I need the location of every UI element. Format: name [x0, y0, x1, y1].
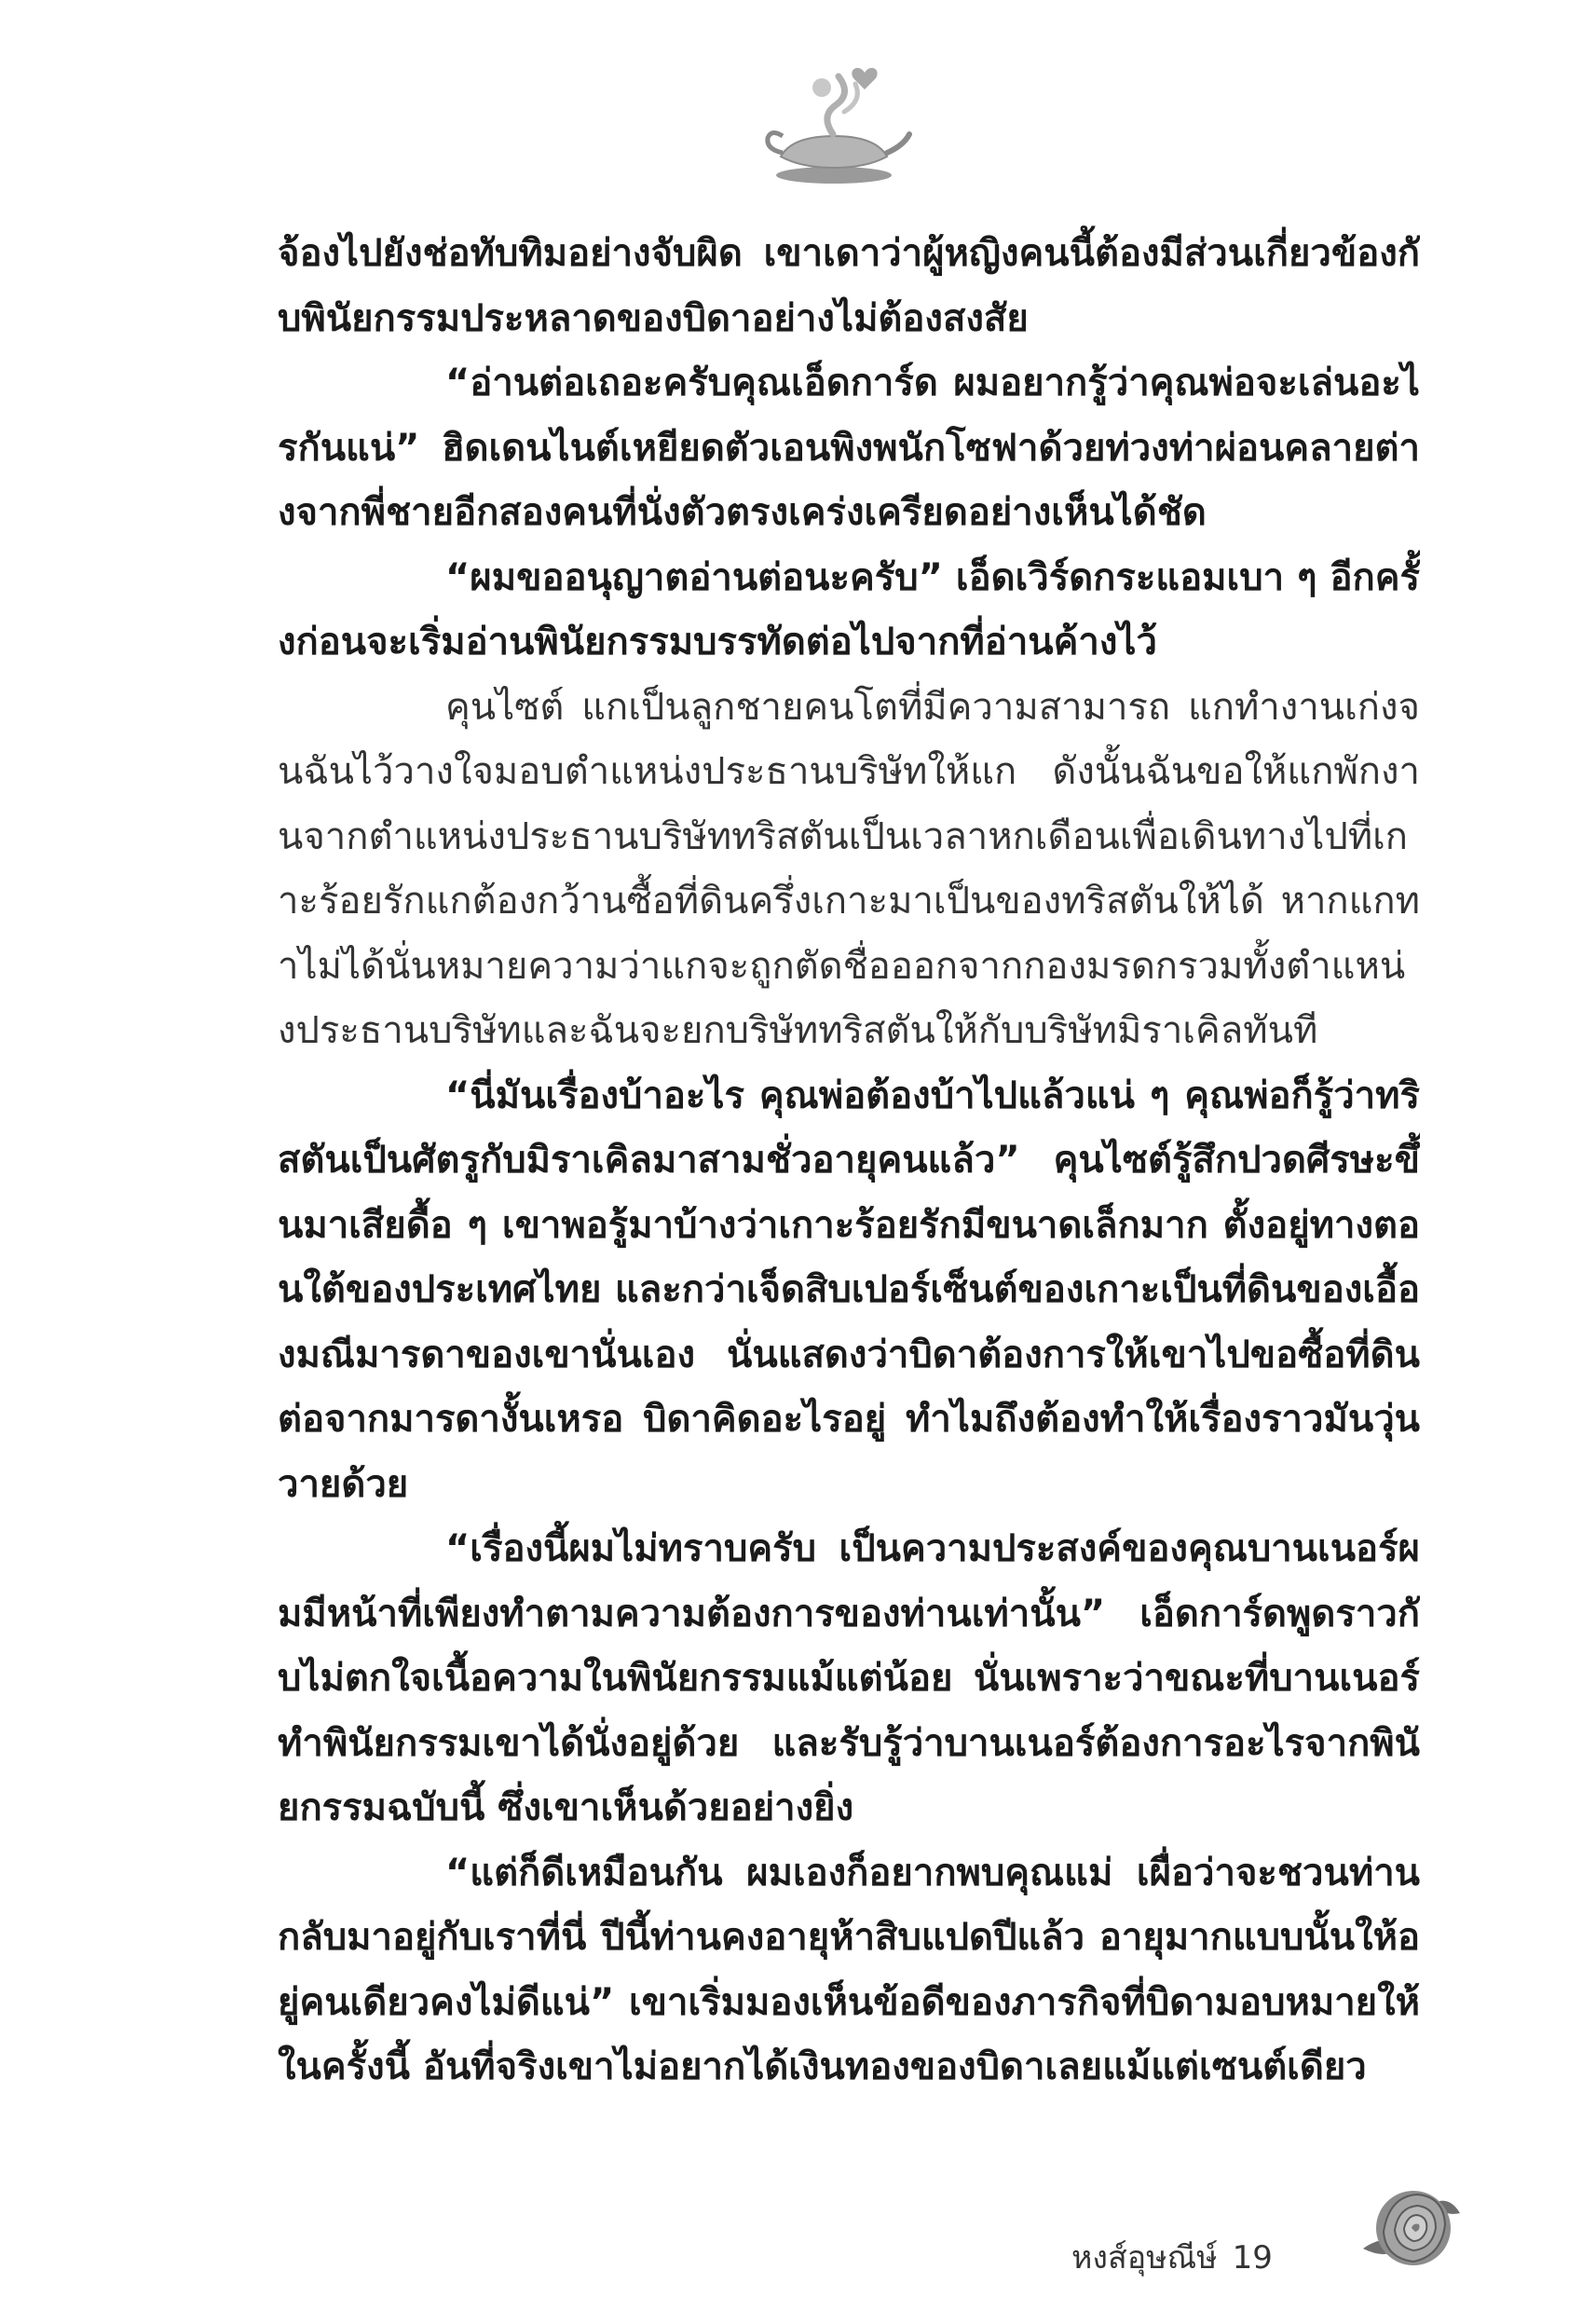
page-footer: [1071, 2232, 1273, 2282]
page-number: 19: [1232, 2239, 1273, 2277]
magic-lamp-ornament-icon: [755, 56, 913, 196]
rose-icon: [1356, 2176, 1467, 2274]
paragraph-2: “อ่านต่อเถอะครับคุณเอ็ดการ์ด ผมอยากรู้ว่าคุณพ่อจะเล่นอะไรกันแน่” ฮิดเดนไนต์เหยียดตัวเอนพิงพนักโซฟาด้วยท่วงท่าผ่อนคลายต่างจากพี่ชายอีกสองคนที่นั่งตัวตรงเคร่งเครียดอย่างเห็นได้ชัด: [278, 362, 1420, 534]
paragraph-6: “เรื่องนี้ผมไม่ทราบครับ เป็นความประสงค์ของคุณบานเนอร์ผมมีหน้าที่เพียงทำตามความต้องการของท่านเท่านั้น” เอ็ดการ์ดพูดราวกับไม่ตกใจเนื้อความในพินัยกรรมแม้แต่น้อย นั่นเพราะว่าขณะที่บานเนอร์ทำพินัยกรรมเขาได้นั่งอยู่ด้วย และรับรู้ว่าบานเนอร์ต้องการอะไรจากพินัยกรรมฉบับนี้ ซึ่งเขาเห็นด้วยอย่างยิ่ง: [278, 1527, 1420, 1829]
body-text: [278, 222, 1420, 2123]
paragraph-5: “นี่มันเรื่องบ้าอะไร คุณพ่อต้องบ้าไปแล้วแน่ ๆ คุณพ่อก็รู้ว่าทริสตันเป็นศัตรูกับมิราเคิลมาสามชั่วอายุคนแล้ว” คุนไซต์รู้สึกปวดศีรษะขึ้นมาเสียดื้อ ๆ เขาพอรู้มาบ้างว่าเกาะร้อยรักมีขนาดเล็กมาก ตั้งอยู่ทางตอนใต้ของประเทศไทย และกว่าเจ็ดสิบเปอร์เซ็นต์ของเกาะเป็นที่ดินของเอื้องมณีมารดาของเขานั่นเอง นั่นแสดงว่าบิดาต้องการให้เขาไปขอซื้อที่ดินต่อจากมารดางั้นเหรอ บิดาคิดอะไรอยู่ ทำไมถึงต้องทำให้เรื่องราวมันวุ่นวายด้วย: [278, 1073, 1420, 1506]
footer-author: หงส์อุษณีษ์: [1071, 2239, 1218, 2277]
paragraph-1: จ้องไปยังช่อทับทิมอย่างจับผิด เขาเดาว่าผู้หญิงคนนี้ต้องมีส่วนเกี่ยวข้องกับพินัยกรรมประหลาดของบิดาอย่างไม่ต้องสงสัย: [278, 232, 1420, 340]
paragraph-7: “แต่ก็ดีเหมือนกัน ผมเองก็อยากพบคุณแม่ เผื่อว่าจะชวนท่านกลับมาอยู่กับเราที่นี่ ปีนี้ท่านคงอายุห้าสิบแปดปีแล้ว อายุมากแบบนั้นให้อยู่คนเดียวคงไม่ดีแน่” เขาเริ่มมองเห็นข้อดีของภารกิจที่บิดามอบหมายให้ในครั้งนี้ อันที่จริงเขาไม่อยากได้เงินทองของบิดาเลยแม้แต่เซนต์เดียว: [278, 1851, 1420, 2088]
paragraph-4-will-text: คุนไซต์ แกเป็นลูกชายคนโตที่มีความสามารถ แกทำงานเก่งจนฉันไว้วางใจมอบตำแหน่งประธานบริษัทให้แก ดังนั้นฉันขอให้แกพักงานจากตำแหน่งประธานบริษัททริสตันเป็นเวลาหกเดือนเพื่อเดินทางไปที่เกาะร้อยรักแกต้องกว้านซื้อที่ดินครึ่งเกาะมาเป็นของทริสตันให้ได้ หากแกทำไม่ได้นั่นหมายความว่าแกจะถูกตัดชื่อออกจากกองมรดกรวมทั้งตำแหน่งประธานบริษัทและฉันจะยกบริษัททริสตันให้กับบริษัทมิราเคิลทันที: [278, 685, 1420, 1052]
paragraph-3: “ผมขออนุญาตอ่านต่อนะครับ” เอ็ดเวิร์ดกระแอมเบา ๆ อีกครั้งก่อนจะเริ่มอ่านพินัยกรรมบรรทัดต่อไปจากที่อ่านค้างไว้: [278, 555, 1420, 663]
